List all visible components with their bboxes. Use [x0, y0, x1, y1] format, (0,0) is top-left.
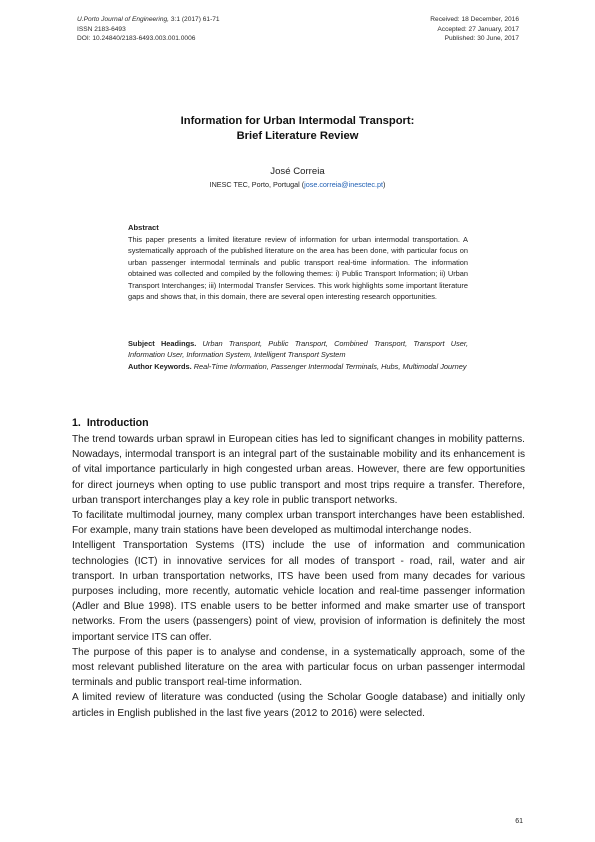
paragraph: The trend towards urban sprawl in European cities has led to significant changes in mobility patterns. Nowadays, intermodal transport is an integral part of the sustainable mobility and its enhancement is of vital importance particularly in high congested urban areas. However, there are few opportunities for direct journeys when opting to use public transport and most trips require a transfer. Therefore, urban transport interchanges play a key role in public transport networks. — [72, 434, 525, 506]
paper-title — [0, 114, 595, 144]
paragraph: A limited review of literature was conducted (using the Scholar Google database) and initially only articles in English published in the last five years (2012 to 2016) were selected. — [72, 692, 525, 719]
affiliation-suffix: ) — [382, 180, 386, 189]
journal-citation — [77, 15, 220, 25]
subject-headings — [128, 338, 468, 361]
author-keywords-label: Author Keywords. — [128, 362, 192, 371]
journal-doi: DOI: 10.24840/2183-6493.003.001.0006 — [77, 35, 196, 43]
journal-issn: ISSN 2183-6493 — [77, 25, 126, 33]
published-date: Published: 30 June, 2017 — [444, 35, 519, 43]
section-number: 1. — [72, 417, 81, 429]
subject-headings-label: Subject Headings. — [128, 339, 197, 348]
title-line-1: Information for Urban Intermodal Transport: — [180, 115, 415, 127]
section-heading — [72, 417, 149, 429]
journal-header-right — [430, 15, 519, 44]
abstract-text: This paper presents a limited literature review of information for urban intermodal transportation. A systematically approach of the published literature on the area has been done, with particular focus on urban passenger intermodal terminals and public transport real-time information. The information obtained was collected and compiled by the following themes: i) Public Transport Information; ii) Urban Transport Interchanges; iii) Intermodal Transfer Services. This work highlights some important literature gaps and shows that, in this domain, there are several open interesting research opportunities. — [128, 235, 468, 302]
journal-volume: 3:1 (2017) 61-71 — [169, 16, 220, 23]
received-date: Received: 18 December, 2016 — [430, 16, 519, 23]
introduction-body — [72, 432, 525, 721]
journal-name: U.Porto Journal of Engineering, — [77, 16, 170, 23]
author-keywords-text: Real-Time Information, Passenger Intermodal Terminals, Hubs, Multimodal Journey — [191, 362, 467, 371]
title-line-2: Brief Literature Review — [236, 130, 359, 142]
journal-header-left — [77, 15, 220, 44]
paragraph: Intelligent Transportation Systems (ITS) include the use of information and communication technologies (ICT) in innovative services for all modes of transport - road, rail, water and air transport. In urban transportation networks, ITS have been used from many decades for various purposes including, more recently, automatic vehicle location and real-time passenger information (Adler and Blue 1998). ITS enable users to be better informed and make smarter use of transport networks. From the users (passengers) point of view, provision of information is definitely the most important service ITS can offer. — [72, 540, 525, 643]
author-name: José Correia — [270, 166, 325, 177]
accepted-date: Accepted: 27 January, 2017 — [437, 25, 519, 33]
author-affiliation — [0, 180, 595, 189]
author-keywords — [128, 361, 468, 372]
page-number: 61 — [515, 818, 523, 825]
affiliation-prefix: INESC TEC, Porto, Portugal ( — [209, 180, 305, 189]
author-email-link[interactable]: jose.correia@inesctec.pt — [304, 180, 383, 189]
paragraph: To facilitate multimodal journey, many complex urban transport interchanges have been established. For example, many train stations have been developed as multimodal interchange nodes. — [72, 510, 525, 537]
subject-headings-text: Urban Transport, Public Transport, Combined Transport, Transport User, Information User, Information System, Intelligent Transport System — [128, 339, 468, 360]
section-title: Introduction — [86, 417, 149, 429]
abstract-heading: Abstract — [128, 223, 159, 232]
paragraph: The purpose of this paper is to analyse and condense, in a systematically approach, some of the most relevant published literature on the area with particular focus on urban passenger intermodal terminals and public transport real-time information. — [72, 646, 525, 689]
